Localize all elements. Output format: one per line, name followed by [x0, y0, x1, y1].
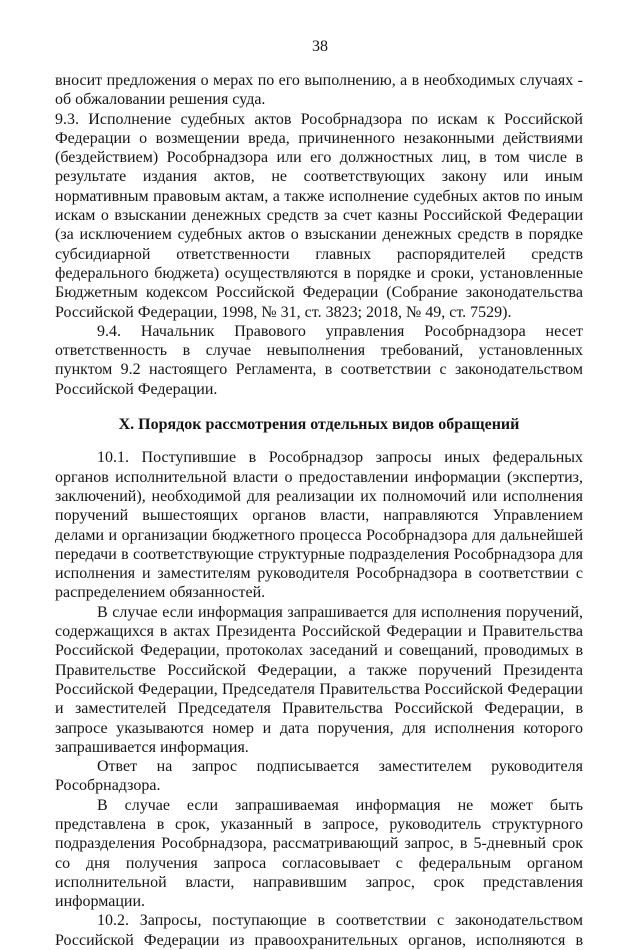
paragraph-9-3: 9.3. Исполнение судебных актов Рособрнадзора по искам к Российской Федерации о возмещении вреда, причиненного незаконными действиями (бездействием) Рособрнадзора или его должностных лиц, в том числе в результате издания актов, не соответствующих закону или иным нормативным правовым актам, а также исполнение судебных актов по иным искам о взыскании денежных средств за счет казны Российской Федерации (за исключением судебных актов о взыскании денежных средств в порядке субсидиарной ответственности главных распорядителей средств федерального бюджета) осуществляются в порядке и сроки, установленные Бюджетным кодексом Российской Федерации (Собрание законодательства Российской Федерации, 1998, № 31, ст. 3823; 2018, № 49, ст. 7529).: [55, 110, 583, 321]
paragraph-instructions: В случае если информация запрашивается для исполнения поручений, содержащихся в актах Президента Российской Федерации и Правительства Российской Федерации, протоколах заседаний и совещаний, проводимых в Правительстве Российской Федерации, а также поручений Президента Российской Федерации, Председателя Правительства Российской Федерации и заместителей Председателя Правительства Российской Федерации, в запросе указываются номер и дата поручения, для исполнения которого запрашивается информация.: [55, 603, 583, 756]
paragraph-10-1: 10.1. Поступившие в Рособрнадзор запросы иных федеральных органов исполнительной власти о предоставлении информации (экспертиз, заключений), необходимой для реализации их полномочий или исполнения поручений вышестоящих органов власти, направляются Управлением делами и организации бюджетного процесса Рособрнадзора для дальнейшей передачи в соответствующие структурные подразделения Рособрнадзора для исполнения и заместителям руководителя Рособрнадзора в соответствии с распределением обязанностей.: [55, 449, 583, 602]
document-body: [55, 71, 583, 950]
paragraph-10-2: 10.2. Запросы, поступающие в соответствии с законодательством Российской Федерации из правоохранительных органов, исполняются в: [55, 912, 583, 949]
paragraph-continuation: вносит предложения о мерах по его выполнению, а в необходимых случаях - об обжаловании решения суда.: [55, 72, 583, 109]
paragraph-response-signature: Ответ на запрос подписывается заместителем руководителя Рособрнадзора.: [55, 758, 583, 795]
section-heading: X. Порядок рассмотрения отдельных видов обращений: [118, 416, 520, 434]
page-number: 38: [312, 38, 328, 55]
paragraph-9-4: 9.4. Начальник Правового управления Рособрнадзора несет ответственность в случае невыполнения требований, установленных пунктом 9.2 настоящего Регламента, в соответствии с законодательством Российской Федерации.: [55, 322, 583, 398]
paragraph-deadline: В случае если запрашиваемая информация не может быть представлена в срок, указанный в запросе, руководитель структурного подразделения Рособрнадзора, рассматривающий запрос, в 5-дневный срок со дня получения запроса согласовывает с федеральным органом исполнительной власти, направившим запрос, срок представления информации.: [55, 796, 583, 911]
